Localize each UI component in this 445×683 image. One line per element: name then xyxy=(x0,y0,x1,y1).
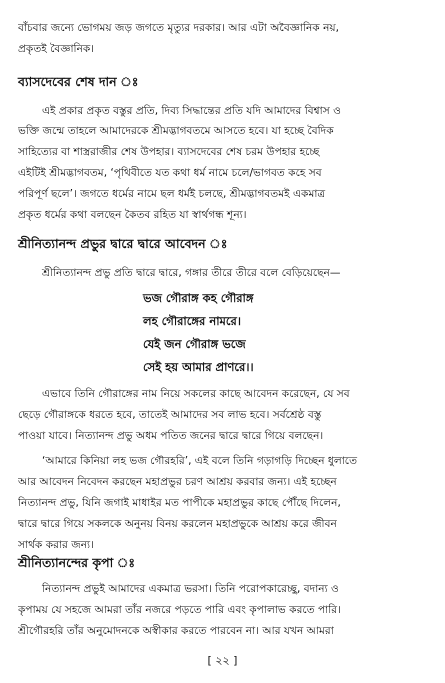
text-line: বাঁচবার জন্যে ভোগময় জড় জগতে মৃত্যুর দরকার। আর এটা অবৈজ্ঞানিক নয়, xyxy=(18,22,340,34)
section-heading: শ্রীনিত্যানন্দের কৃপা ঃ xyxy=(18,555,136,570)
verse-line: যেই জন গৌরাঙ্গ ভজে xyxy=(143,337,246,351)
text-line: এই প্রকার প্রকৃত বস্তুর প্রতি, দিব্য সিদ্ধান্তের প্রতি যদি আমাদের বিশ্বাস ও xyxy=(42,105,341,117)
text-line: সার্থক করার জন্য। xyxy=(18,539,94,551)
text-line: ভক্তি জন্মে তাহলে আমাদেরকে শ্রীমদ্ভাগবতমে আসতে হবে। যা হচ্ছে বৈদিক xyxy=(18,125,334,137)
text-line: শ্রীনিত্যানন্দ প্রভু প্রতি দ্বারে দ্বারে, গঙ্গার তীরে তীরে বলে বেড়িয়েছেন— xyxy=(42,267,341,279)
section-heading: শ্রীনিত্যানন্দ প্রভুর দ্বারে দ্বারে আবেদন ঃ xyxy=(18,236,228,251)
text-line: শ্রীগৌরহরি তাঁর অনুমোদনকে অস্বীকার করতে পারবেন না। আর যখন আমরা xyxy=(18,625,334,637)
text-line: প্রকৃত ধর্মের কথা বলছেন কৈতব রহিত যা স্বার্থগন্ধ শূন্য। xyxy=(18,209,247,221)
text-line: সাহিত্যের বা শাস্ত্ররাজীর শেষ উপহার। ব্যাসদেবের শেষ চরম উপহার হচ্ছে xyxy=(18,146,320,158)
section-heading: ব্যাসদেবের শেষ দান ঃ xyxy=(18,74,139,89)
text-line: নিত্যানন্দ প্রভু, যিনি জগাই মাধাইর মত পাপীকে মহাপ্রভুর কাছে পৌঁছে দিলেন, xyxy=(18,497,341,509)
page-number: [ ২২ ] xyxy=(207,654,238,667)
text-line: নিত্যানন্দ প্রভুই আমাদের একমাত্র ভরসা। তিনি পরোপকারেচ্ছু, বদান্য ও xyxy=(42,583,339,595)
text-line: ছেড়ে গৌরাঙ্গকে ধরতে হবে, তাতেই আমাদের সব লাভ হবে। সর্বশ্রেষ্ঠ বস্তু xyxy=(18,409,322,421)
verse-line: ভজ গৌরাঙ্গ কহ গৌরাঙ্গ xyxy=(143,291,254,305)
text-line: ‘আমারে কিনিয়া লহ ভজ গৌরহরি’, এই বলে তিনি গড়াগড়ি দিচ্ছেন ধুলাতে xyxy=(42,455,358,467)
text-line: পরিপূর্ণ ছলে’। জগতে ধর্মের নামে ছল ধর্মই চলছে, শ্রীমদ্ভাগবতমই একমাত্র xyxy=(18,188,326,200)
text-line: আর আবেদন নিবেদন করছেন মহাপ্রভুর চরণ আশ্রয় করবার জন্য। এই হচ্ছেন xyxy=(18,476,337,488)
text-line: পাওয়া যাবে। নিত্যানন্দ প্রভু অধম পতিত জনের দ্বারে দ্বারে গিয়ে বলছেন। xyxy=(18,430,324,442)
text-line: কৃপাময় যে সহজে আমরা তাঁর নজরে পড়তে পারি এবং কৃপালাভ করতে পারি। xyxy=(18,604,341,616)
text-line: এভাবে তিনি গৌরাঙ্গের নাম নিয়ে সকলের কাছে আবেদন করেছেন, যে সব xyxy=(42,388,350,400)
text-line: প্রকৃতই বৈজ্ঞানিক। xyxy=(18,43,95,55)
verse-line: সেই হয় আমার প্রাণরে।। xyxy=(143,360,254,374)
text-line: দ্বারে দ্বারে গিয়ে সকলকে অনুনয় বিনয় করলেন মহাপ্রভুকে আশ্রয় করে জীবন xyxy=(18,518,337,530)
verse-line: লহ গৌরাঙ্গের নামরে। xyxy=(143,314,241,328)
text-line: এইটিই শ্রীমদ্ভাগবতম, ‘পৃথিবীতে যত কথা ধর্ম নামে চলে/ভাগবত কহে সব xyxy=(18,167,322,179)
